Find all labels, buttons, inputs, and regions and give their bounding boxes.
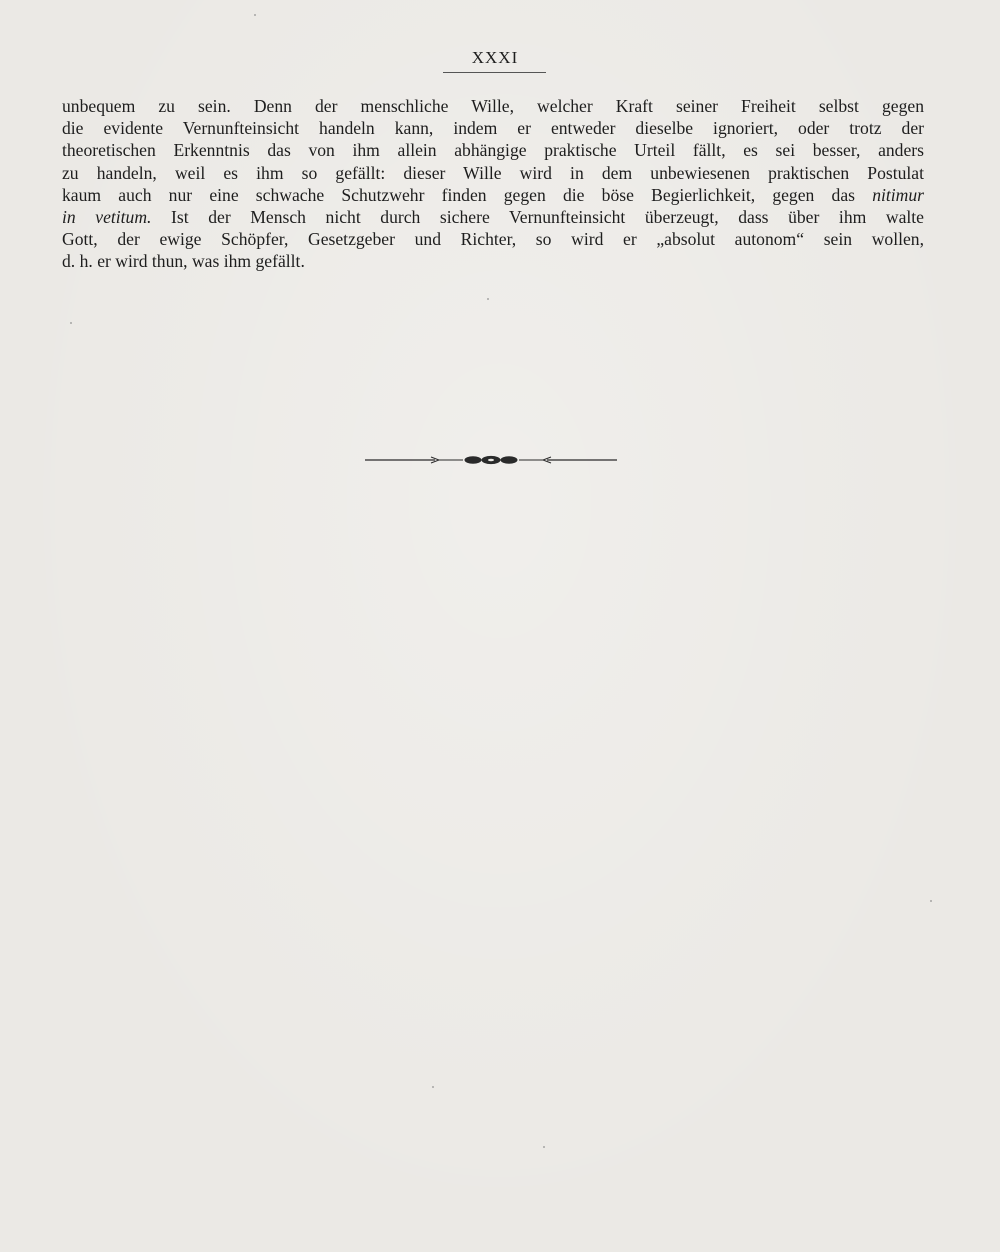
text-line-5: kaum auch nur eine schwache Schutzwehr finden gegen die böse Begierlichkeit, gegen das nitimur — [62, 184, 924, 205]
text-line-3: theoretischen Erkenntnis das von ihm allein abhängige praktische Urteil fällt, es sei besser, anders — [62, 140, 924, 161]
paper-speck — [487, 298, 489, 300]
italic-phrase: nitimur — [872, 184, 924, 205]
text-line-2: die evidente Vernunfteinsicht handeln kann, indem er entweder dieselbe ignoriert, oder trotz der — [62, 118, 924, 139]
text-line-1: unbequem zu sein. Denn der menschliche Wille, welcher Kraft seiner Freiheit selbst gegen — [62, 96, 924, 116]
text-line-6: in vetitum. Ist der Mensch nicht durch sichere Vernunfteinsicht überzeugt, dass über ihm walte — [62, 206, 924, 227]
paper-speck — [254, 14, 256, 16]
paper-speck — [432, 1086, 434, 1088]
header-rule — [443, 72, 546, 73]
page-number: XXXI — [471, 48, 519, 67]
text-line-8: d. h. er wird thun, was ihm gefällt. — [62, 251, 305, 272]
italic-phrase: in vetitum. — [62, 206, 152, 227]
paragraph — [62, 95, 924, 273]
ornamental-rule-icon — [365, 452, 617, 468]
paper-speck — [930, 900, 932, 902]
text-line-7: Gott, der ewige Schöpfer, Gesetzgeber und Richter, so wird er „absolut autonom“ sein wollen, — [62, 229, 924, 250]
text-line-4: zu handeln, weil es ihm so gefällt: dieser Wille wird in dem unbewiesenen praktischen Postulat — [62, 162, 924, 183]
paper-speck — [543, 1146, 545, 1148]
paper-speck — [70, 322, 72, 324]
